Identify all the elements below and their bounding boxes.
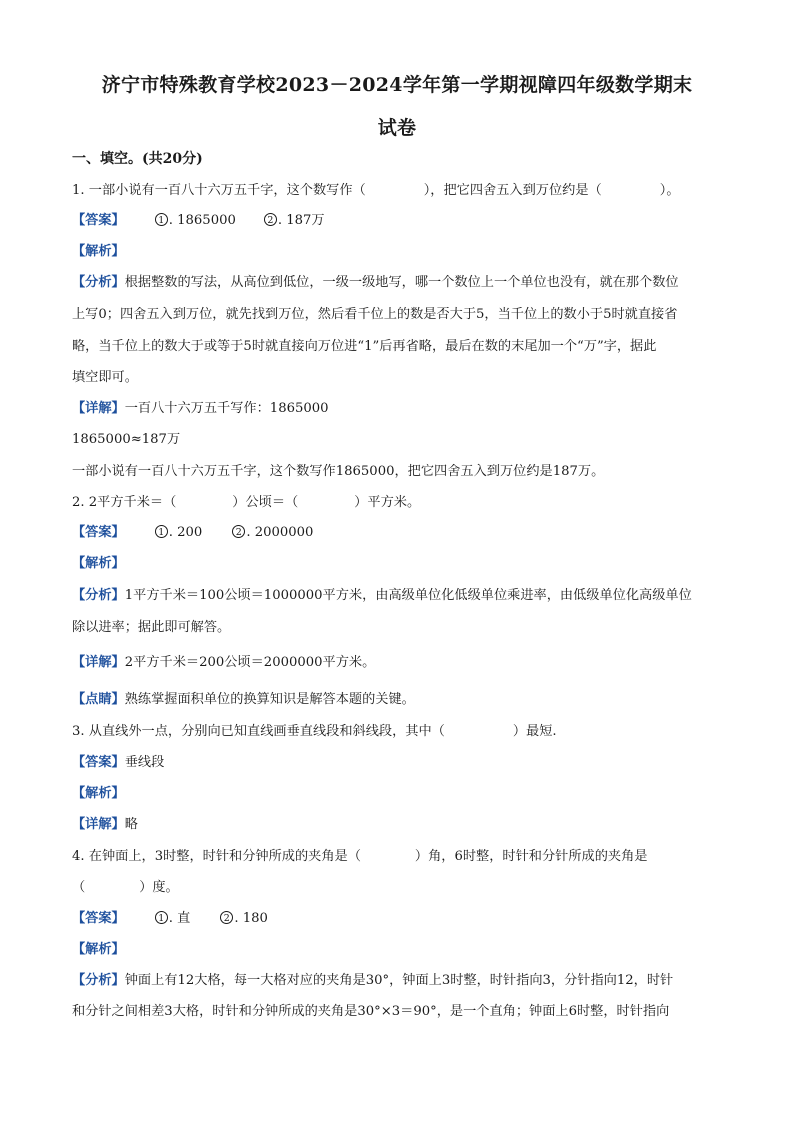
fenxi-tag: 【分析】 [72,588,125,603]
fenxi-tag: 【分析】 [72,973,125,988]
question-1-detail [72,400,732,418]
question-4-text-a: 4. 在钟面上，3时整，时针和分钟所成的夹角是（ [72,849,361,864]
question-1 [72,182,732,200]
question-1-detail-line: 一部小说有一百八十六万五千字，这个数写作1865000，把它四舍五入到万位约是187万。 [72,464,605,479]
question-4-text-d: ）度。 [139,880,179,895]
question-4-analysis-line [72,972,732,990]
jiexi-tag: 【解析】 [72,244,125,259]
question-4-text-b: ）角，6时整，时针和分针所成的夹角是 [414,849,648,864]
detail-text: 2平方千米＝200公顷＝2000000平方米。 [124,655,376,670]
jiexi-tag: 【解析】 [72,556,125,571]
circled-number: 1 [155,213,168,226]
question-1-analysis-line [72,274,732,292]
question-1-text-a: 1. 一部小说有一百八十六万五千字，这个数写作（ [72,183,366,198]
question-1-answer [72,212,732,230]
question-2-text-a: 2. 2平方千米＝（ [72,495,177,510]
detail-text: 略 [124,817,138,832]
question-4-answer [72,910,732,928]
jiexi-tag: 【解析】 [72,786,125,801]
question-4-continued [72,879,732,897]
question-2-detail [72,654,732,672]
question-3-jiexi [72,785,732,803]
question-4-text-c: （ [72,880,86,895]
question-4-analysis-line: 和分针之间相差3大格，时针和分钟所成的夹角是30°×3＝90°，是一个直角；钟面上6时整，时针指向 [72,1004,670,1019]
question-3 [72,723,732,741]
question-3-text-b: ）最短. [512,724,557,739]
analysis-text: 钟面上有12大格，每一大格对应的夹角是30°，钟面上3时整，时针指向3，分针指向12，时针 [124,973,674,988]
xiangjie-tag: 【详解】 [72,401,125,416]
question-4-jiexi [72,941,732,959]
question-2-analysis-line [72,587,732,605]
document-title: 济宁市特殊教育学校2023－2024学年第一学期视障四年级数学期末 [101,74,693,96]
question-1-analysis-line: 填空即可。 [72,370,138,385]
answer-tag: 【答案】 [72,755,125,770]
answer-value: 垂线段 [124,755,165,770]
answer-value: . 200 [168,525,203,540]
question-1-jiexi [72,243,732,261]
key-point-text: 熟练掌握面积单位的换算知识是解答本题的关键。 [124,692,415,707]
xiangjie-tag: 【详解】 [72,655,125,670]
question-2-jiexi [72,555,732,573]
question-3-text-a: 3. 从直线外一点，分别向已知直线画垂直线段和斜线段，其中（ [72,724,445,739]
question-2-text-b: ）公顷＝（ [232,495,299,510]
circled-number: 2 [220,911,233,924]
question-2-text-c: ）平方米。 [354,495,421,510]
question-1-analysis-line: 略，当千位上的数大于或等于5时就直接向万位进“1”后再省略，最后在数的末尾加一个“万”字，据此 [72,339,657,354]
question-1-detail-line: 1865000≈187万 [72,432,181,447]
question-3-answer [72,754,732,772]
answer-value: . 2000000 [246,525,314,540]
fenxi-tag: 【分析】 [72,275,125,290]
question-1-text-b: ），把它四舍五入到万位约是（ [423,183,602,198]
answer-value: . 1865000 [168,213,236,228]
answer-tag: 【答案】 [72,213,125,228]
dianjing-tag: 【点睛】 [72,692,125,707]
question-2-answer [72,524,732,542]
question-2-key-point [72,691,732,709]
jiexi-tag: 【解析】 [72,942,125,957]
answer-value: . 直 [168,911,191,926]
analysis-text: 根据整数的写法，从高位到低位，一级一级地写，哪一个数位上一个单位也没有，就在那个数位 [124,275,679,290]
question-1-analysis-line: 上写0；四舍五入到万位，就先找到万位，然后看千位上的数是否大于5，当千位上的数小于5时就直接省 [72,307,678,322]
section-heading-fill-in: 一、填空。(共20分) [72,151,203,167]
question-2 [72,494,732,512]
question-2-analysis-line: 除以进率；据此即可解答。 [72,620,231,635]
analysis-text: 1平方千米＝100公顷＝1000000平方米，由高级单位化低级单位乘进率，由低级单位化高级单位 [124,588,692,603]
circled-number: 1 [155,911,168,924]
circled-number: 2 [264,213,277,226]
answer-tag: 【答案】 [72,911,125,926]
answer-tag: 【答案】 [72,525,125,540]
question-3-detail [72,816,732,834]
detail-text: 一百八十六万五千写作：1865000 [124,401,329,416]
circled-number: 2 [232,525,245,538]
answer-value: . 187万 [277,213,325,228]
document-title-continued: 试卷 [377,117,417,139]
question-1-text-c: ）。 [659,183,680,198]
answer-value: . 180 [234,911,268,926]
question-4 [72,848,732,866]
xiangjie-tag: 【详解】 [72,817,125,832]
circled-number: 1 [155,525,168,538]
